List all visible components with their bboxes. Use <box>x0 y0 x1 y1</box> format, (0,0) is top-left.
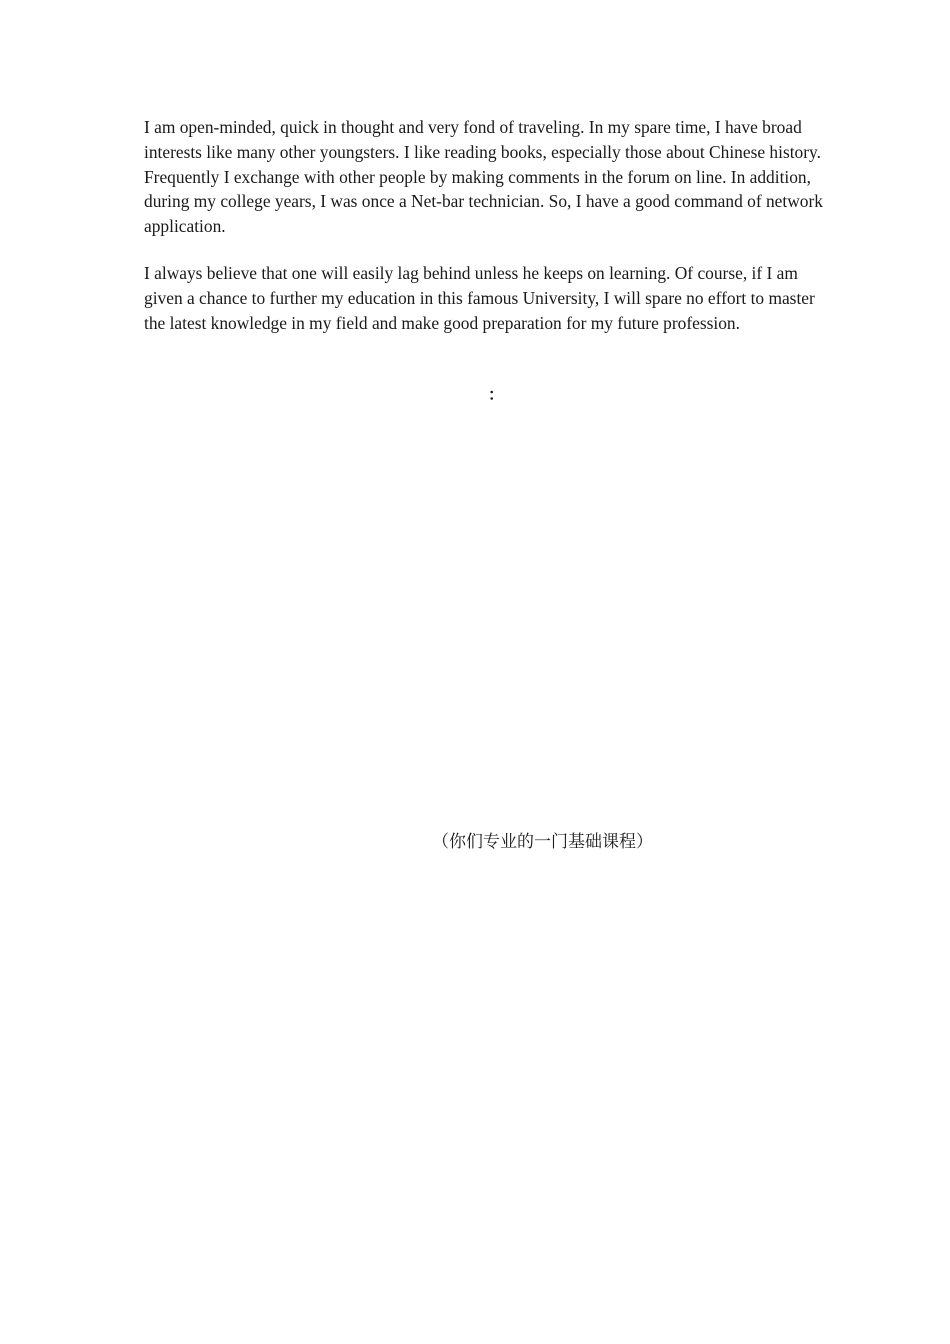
paragraph-learning: I always believe that one will easily lag behind unless he keeps on learning. Of course, if I am given a chance to further my education in this famous University, I will spare no effort to master the latest knowledge in my field and make good preparation for my future profession. <box>144 263 815 333</box>
paragraph-interests: I am open-minded, quick in thought and very fond of traveling. In my spare time, I have broad interests like many other youngsters. I like reading books, especially those about Chinese history. Frequently I exchange with other people by making comments in the forum on line. In addition, during my college years, I was once a Net-bar technician. So, I have a good command of network application. <box>144 117 823 237</box>
colon-mark: ： <box>488 387 505 404</box>
course-note: （你们专业的一门基础课程） <box>432 832 653 852</box>
